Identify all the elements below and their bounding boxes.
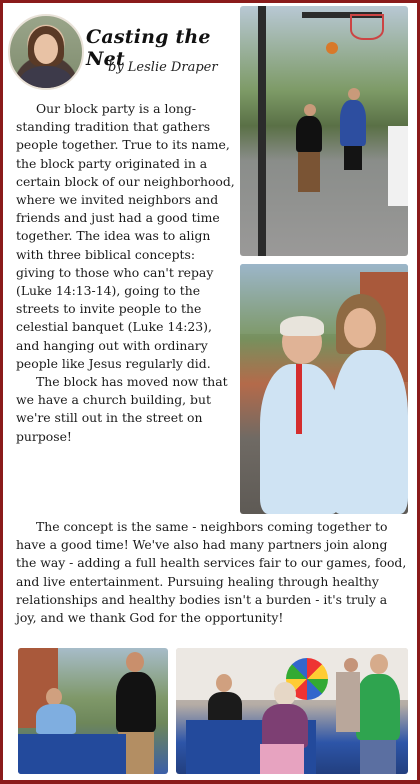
- basketball-photo: [240, 6, 408, 256]
- health-fair-photo: [18, 648, 168, 774]
- border-bottom: [0, 780, 420, 784]
- border-top: [0, 0, 420, 3]
- paragraph-2: The block has moved now that we have a church building, but we're still out in the street on purpose!: [16, 374, 228, 444]
- article-body-wide: [16, 518, 408, 627]
- two-women-photo: [240, 264, 408, 514]
- article-body-column: [16, 100, 236, 446]
- author-avatar: [8, 14, 84, 90]
- paragraph-3: The concept is the same - neighbors coming together to have a good time! We've also had many partners join along the way - adding a full health services fair to our games, food, and live entertainment. Pursuing healing through healthy relationships and healthy bodies isn't a burden - it's truly a joy, and we thank God for the opportunity!: [16, 519, 407, 626]
- border-left: [0, 0, 3, 784]
- article-byline: by Leslie Draper: [108, 60, 218, 75]
- paragraph-1: Our block party is a long-standing tradition that gathers people together. True to its name, the block party originated in a certain block of our neighborhood, where we invited neighbors and friends and just had a good time together. The idea was to align with three biblical concepts: giving to those who can't repay (Luke 14:13-14), going to the streets to invite people to the celestial banquet (Luke 14:23), and hanging out with ordinary people like Jesus regularly did.: [16, 101, 235, 371]
- prize-wheel-photo: [176, 648, 408, 774]
- article-title: Casting the Net: [86, 26, 211, 70]
